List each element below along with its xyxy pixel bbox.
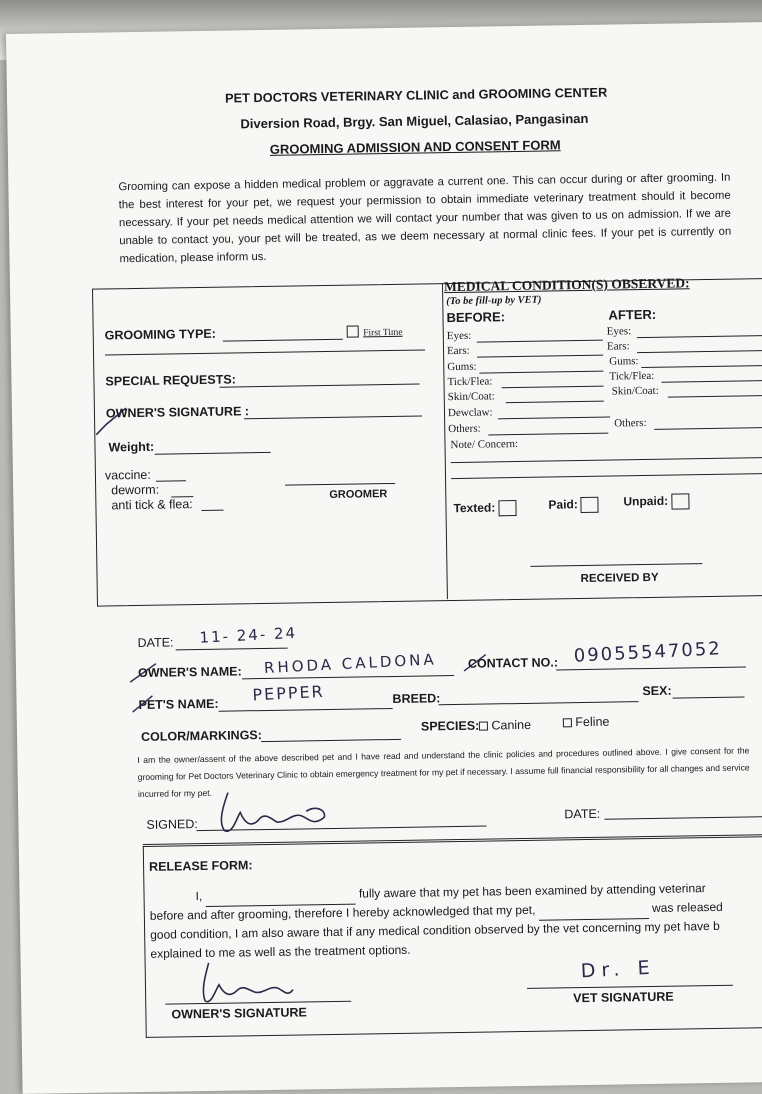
sex-field[interactable] bbox=[673, 696, 745, 698]
clinic-address: Diversion Road, Brgy. San Miguel, Calasiao, Pangasinan bbox=[240, 110, 589, 132]
groomer-label: GROOMER bbox=[329, 488, 388, 501]
texted-checkbox[interactable] bbox=[498, 500, 516, 516]
form-page bbox=[6, 22, 762, 1094]
before-tick-label: Tick/Flea: bbox=[447, 375, 493, 389]
grooming-type-label: GROOMING TYPE: bbox=[104, 326, 216, 343]
checkmark-icon bbox=[92, 404, 133, 439]
received-by-label: RECEIVED BY bbox=[580, 571, 659, 586]
checkmark-icon bbox=[128, 662, 158, 684]
unpaid-checkbox[interactable] bbox=[671, 493, 689, 509]
after-heading: AFTER: bbox=[608, 306, 657, 323]
release-i-label: I, bbox=[195, 889, 203, 904]
species-canine-label: Canine bbox=[491, 717, 532, 733]
after-ears-label: Ears: bbox=[606, 340, 630, 353]
owner-signature-bottom-label: OWNER'S SIGNATURE bbox=[171, 1005, 307, 1022]
after-eyes-label: Eyes: bbox=[606, 325, 632, 338]
before-skin-label: Skin/Coat: bbox=[447, 390, 495, 404]
vet-signature-value: Dr. E bbox=[580, 956, 657, 983]
texted-option[interactable] bbox=[453, 500, 516, 517]
intro-paragraph: Grooming can expose a hidden medical problem or aggravate a current one. This can occur during or after grooming. In the best interest for your pet, we request your permission to obtain immediate veterinary treatment should it become necessary. If your pet needs medical attention we will contact your number that was given to us on admission. If we are unable to contact you, your pet will be treated, as we deem necessary at normal clinic fees. If your pet is currently on medication, please inform us. bbox=[118, 171, 732, 266]
before-heading: BEFORE: bbox=[446, 309, 506, 326]
breed-label: BREED: bbox=[392, 691, 441, 707]
species-canine-option[interactable] bbox=[479, 718, 531, 733]
species-label: SPECIES: bbox=[420, 718, 480, 734]
texted-label: Texted: bbox=[453, 500, 496, 516]
paid-checkbox[interactable] bbox=[581, 497, 599, 513]
date2-field[interactable] bbox=[604, 816, 762, 820]
release-title: RELEASE FORM: bbox=[148, 858, 253, 874]
consent-paragraph: I am the owner/assent of the above described pet and I have read and understand the clinic policies and procedures outlined above. I give consent for the grooming for Pet Doctors Veterinary Clinic to obtain emergency treatment for my pet if necessary. I assume full financial responsibility for all changes and service incurred for my pet. bbox=[137, 745, 750, 800]
anti-tick-label: anti tick & flea: bbox=[111, 497, 193, 513]
color-field[interactable] bbox=[261, 739, 401, 742]
contact-field[interactable] bbox=[556, 666, 746, 670]
radio-icon[interactable] bbox=[479, 722, 488, 731]
owner-signature-scribble bbox=[214, 787, 335, 837]
vet-signature-label: VET SIGNATURE bbox=[573, 989, 674, 1006]
date-field[interactable] bbox=[176, 648, 288, 651]
special-requests-label: SPECIAL REQUESTS: bbox=[105, 372, 236, 389]
breed-field[interactable] bbox=[439, 701, 639, 705]
release-line-3: good condition, I am also aware that if any medical condition observed by the vet concerning my pet have b bbox=[150, 918, 720, 942]
date2-label: DATE: bbox=[564, 806, 601, 822]
vaccine-label: vaccine: bbox=[104, 467, 151, 483]
species-feline-label: Feline bbox=[575, 714, 610, 730]
owner-signature-scribble bbox=[197, 960, 298, 1008]
pet-name-field[interactable] bbox=[219, 708, 393, 712]
pet-name-label: PET'S NAME: bbox=[138, 696, 219, 712]
unpaid-option[interactable] bbox=[623, 493, 689, 510]
release-line-4: explained to me as well as the treatment options. bbox=[150, 942, 411, 961]
after-others-label: Others: bbox=[614, 416, 647, 430]
after-skin-label: Skin/Coat: bbox=[611, 384, 659, 398]
color-label: COLOR/MARKINGS: bbox=[140, 728, 262, 744]
clinic-name: PET DOCTORS VETERINARY CLINIC and GROOMING CENTER bbox=[224, 84, 608, 106]
release-line2-end: was released bbox=[651, 899, 723, 915]
before-eyes-label: Eyes: bbox=[446, 329, 472, 343]
deworm-label: deworm: bbox=[111, 482, 160, 498]
contact-value: 09055547052 bbox=[573, 638, 723, 667]
after-gums-label: Gums: bbox=[609, 355, 639, 368]
before-gums-label: Gums: bbox=[447, 360, 477, 374]
contact-label: CONTACT NO.: bbox=[467, 655, 559, 671]
first-time-checkbox[interactable] bbox=[347, 325, 359, 337]
first-time-label: First Time bbox=[363, 327, 403, 339]
checkmark-icon bbox=[462, 653, 488, 673]
sex-label: SEX: bbox=[642, 683, 672, 699]
paid-option[interactable] bbox=[548, 497, 599, 514]
note-concern-label: Note/ Concern: bbox=[450, 438, 519, 452]
release-line1-text: fully aware that my pet has been examined by attending veterinar bbox=[358, 881, 706, 901]
owner-name-label: OWNER'S NAME: bbox=[137, 664, 242, 681]
weight-label: Weight: bbox=[108, 439, 155, 455]
before-dewclaw-label: Dewclaw: bbox=[447, 406, 493, 420]
medical-subtitle: (To be fill-up by VET) bbox=[446, 294, 542, 308]
before-ears-label: Ears: bbox=[446, 344, 470, 358]
date-value: 11- 24- 24 bbox=[199, 623, 298, 647]
paid-label: Paid: bbox=[548, 497, 578, 512]
signed-label: SIGNED: bbox=[146, 817, 198, 832]
unpaid-label: Unpaid: bbox=[623, 493, 669, 509]
release-line2-text: before and after grooming, therefore I hereby acknowledged that my pet, bbox=[149, 902, 536, 923]
form-title: GROOMING ADMISSION AND CONSENT FORM bbox=[269, 137, 561, 157]
owner-name-value: RHODA CALDONA bbox=[263, 650, 438, 678]
radio-icon[interactable] bbox=[563, 718, 572, 727]
checkmark-icon bbox=[130, 694, 154, 714]
medical-title: MEDICAL CONDITION(S) OBSERVED: bbox=[443, 275, 690, 295]
before-others-label: Others: bbox=[448, 422, 481, 436]
first-time-option[interactable] bbox=[347, 322, 403, 341]
owner-signature-label: OWNER'S SIGNATURE : bbox=[105, 404, 250, 421]
pet-name-value: PEPPER bbox=[251, 681, 326, 705]
date-label: DATE: bbox=[137, 635, 174, 651]
after-tick-label: Tick/Flea: bbox=[609, 369, 655, 383]
species-feline-option[interactable] bbox=[563, 715, 610, 730]
